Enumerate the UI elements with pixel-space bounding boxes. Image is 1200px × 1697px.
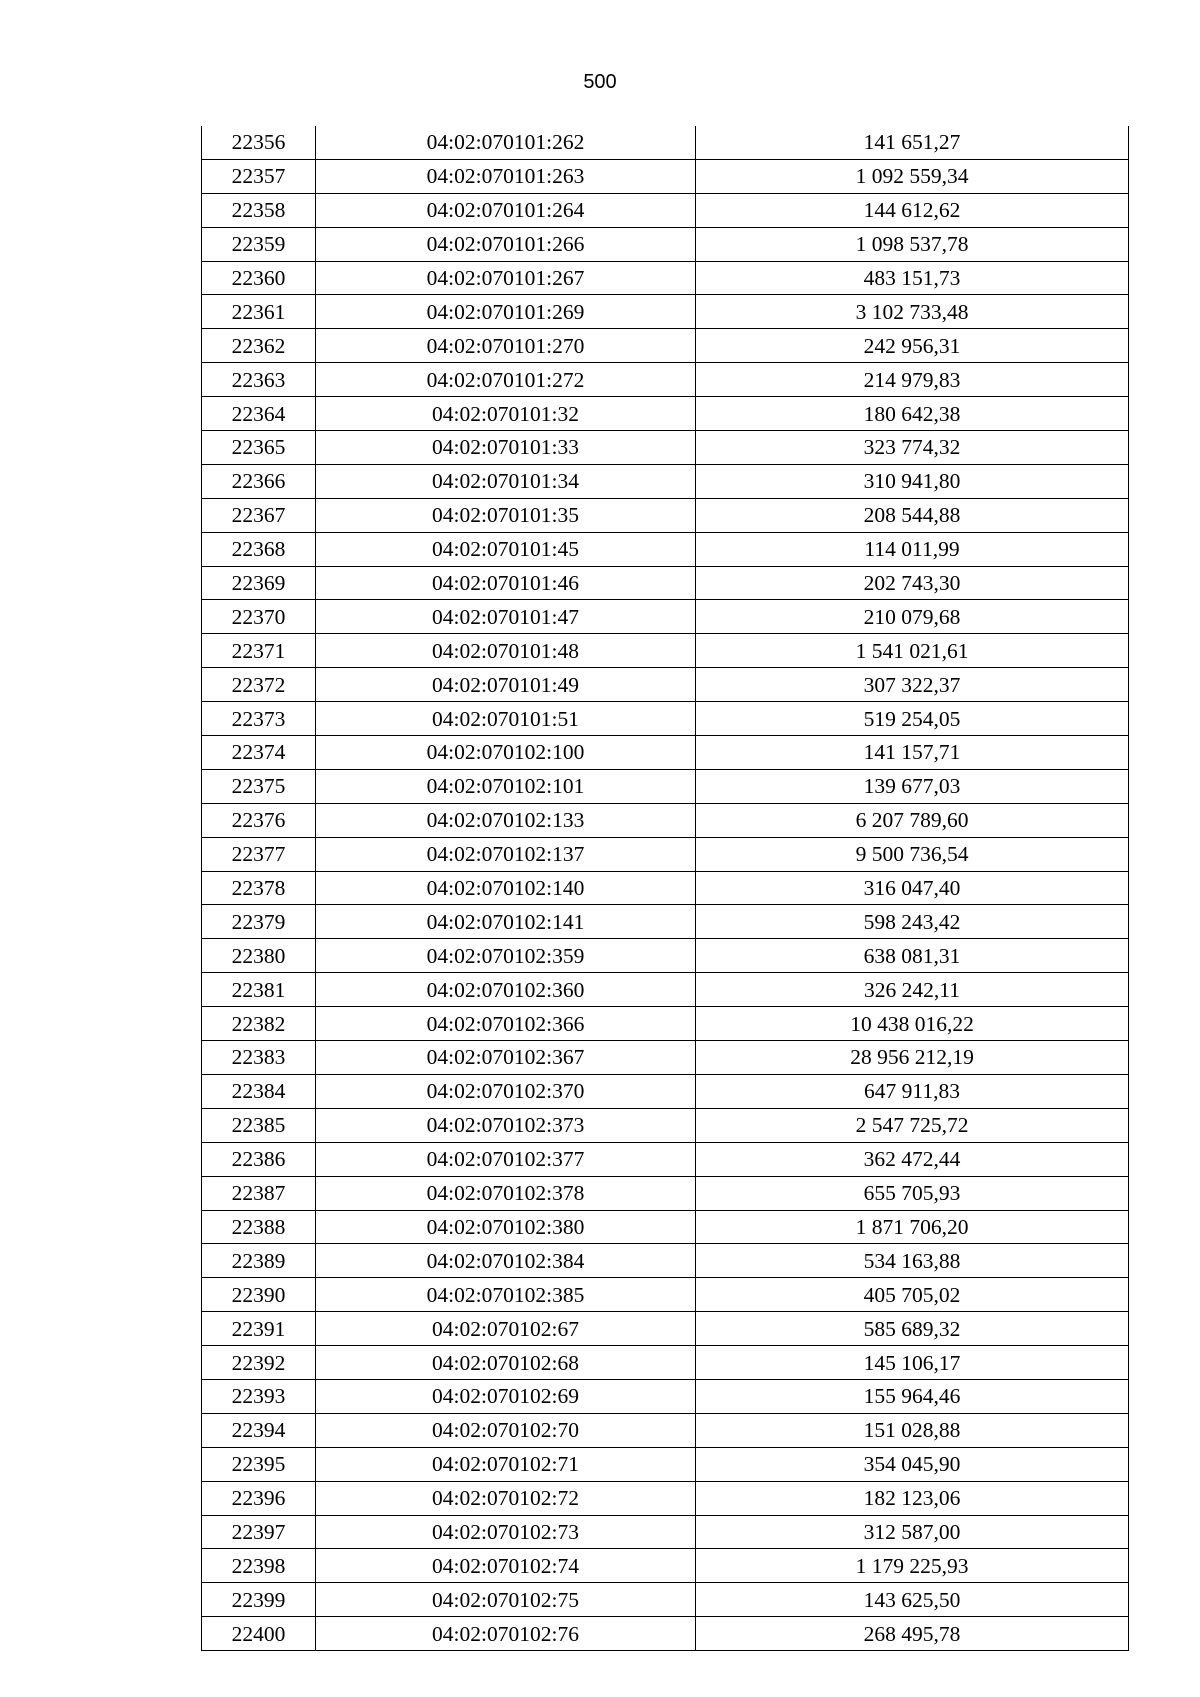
table-row — [202, 634, 1129, 668]
value-cell: 210 079,68 — [696, 600, 1129, 634]
table-row — [202, 1176, 1129, 1210]
table-body — [202, 126, 1129, 1651]
row-number-cell: 22357 — [202, 159, 316, 193]
row-number-cell: 22374 — [202, 736, 316, 770]
value-cell: 519 254,05 — [696, 702, 1129, 736]
row-number-cell: 22360 — [202, 261, 316, 295]
table-row — [202, 736, 1129, 770]
value-cell: 141 157,71 — [696, 736, 1129, 770]
value-cell: 139 677,03 — [696, 769, 1129, 803]
cadastral-number-cell: 04:02:070102:385 — [316, 1278, 696, 1312]
row-number-cell: 22367 — [202, 498, 316, 532]
table-row — [202, 193, 1129, 227]
row-number-cell: 22366 — [202, 464, 316, 498]
table-row — [202, 1413, 1129, 1447]
cadastral-number-cell: 04:02:070101:266 — [316, 227, 696, 261]
table-row — [202, 397, 1129, 431]
value-cell: 208 544,88 — [696, 498, 1129, 532]
cadastral-number-cell: 04:02:070101:35 — [316, 498, 696, 532]
cadastral-number-cell: 04:02:070102:71 — [316, 1447, 696, 1481]
value-cell: 585 689,32 — [696, 1312, 1129, 1346]
cadastral-number-cell: 04:02:070101:47 — [316, 600, 696, 634]
cadastral-number-cell: 04:02:070102:73 — [316, 1515, 696, 1549]
table-row — [202, 803, 1129, 837]
cadastral-number-cell: 04:02:070101:272 — [316, 363, 696, 397]
row-number-cell: 22398 — [202, 1549, 316, 1583]
table-row — [202, 1007, 1129, 1041]
table-row — [202, 600, 1129, 634]
value-cell: 638 081,31 — [696, 939, 1129, 973]
value-cell: 655 705,93 — [696, 1176, 1129, 1210]
value-cell: 1 179 225,93 — [696, 1549, 1129, 1583]
table-row — [202, 905, 1129, 939]
table-row — [202, 1379, 1129, 1413]
row-number-cell: 22391 — [202, 1312, 316, 1346]
table-row — [202, 837, 1129, 871]
row-number-cell: 22396 — [202, 1481, 316, 1515]
value-cell: 1 871 706,20 — [696, 1210, 1129, 1244]
cadastral-number-cell: 04:02:070102:370 — [316, 1074, 696, 1108]
value-cell: 326 242,11 — [696, 973, 1129, 1007]
row-number-cell: 22387 — [202, 1176, 316, 1210]
value-cell: 9 500 736,54 — [696, 837, 1129, 871]
row-number-cell: 22378 — [202, 871, 316, 905]
table-row — [202, 159, 1129, 193]
table-row — [202, 1142, 1129, 1176]
cadastral-number-cell: 04:02:070101:51 — [316, 702, 696, 736]
cadastral-number-cell: 04:02:070102:359 — [316, 939, 696, 973]
value-cell: 405 705,02 — [696, 1278, 1129, 1312]
table-row — [202, 431, 1129, 465]
value-cell: 312 587,00 — [696, 1515, 1129, 1549]
table-row — [202, 329, 1129, 363]
cadastral-number-cell: 04:02:070102:69 — [316, 1379, 696, 1413]
table-row — [202, 1108, 1129, 1142]
value-cell: 323 774,32 — [696, 431, 1129, 465]
cadastral-number-cell: 04:02:070102:378 — [316, 1176, 696, 1210]
row-number-cell: 22394 — [202, 1413, 316, 1447]
cadastral-number-cell: 04:02:070102:101 — [316, 769, 696, 803]
row-number-cell: 22381 — [202, 973, 316, 1007]
table-row — [202, 464, 1129, 498]
row-number-cell: 22397 — [202, 1515, 316, 1549]
row-number-cell: 22384 — [202, 1074, 316, 1108]
table-row — [202, 1515, 1129, 1549]
cadastral-number-cell: 04:02:070102:75 — [316, 1583, 696, 1617]
value-cell: 143 625,50 — [696, 1583, 1129, 1617]
cadastral-number-cell: 04:02:070102:141 — [316, 905, 696, 939]
row-number-cell: 22376 — [202, 803, 316, 837]
data-table-container — [201, 126, 1128, 1651]
value-cell: 1 098 537,78 — [696, 227, 1129, 261]
cadastral-number-cell: 04:02:070102:366 — [316, 1007, 696, 1041]
value-cell: 310 941,80 — [696, 464, 1129, 498]
table-row — [202, 227, 1129, 261]
cadastral-number-cell: 04:02:070101:32 — [316, 397, 696, 431]
row-number-cell: 22369 — [202, 566, 316, 600]
value-cell: 307 322,37 — [696, 668, 1129, 702]
cadastral-number-cell: 04:02:070101:45 — [316, 532, 696, 566]
cadastral-number-cell: 04:02:070101:262 — [316, 126, 696, 159]
value-cell: 1 092 559,34 — [696, 159, 1129, 193]
value-cell: 268 495,78 — [696, 1617, 1129, 1651]
value-cell: 534 163,88 — [696, 1244, 1129, 1278]
row-number-cell: 22389 — [202, 1244, 316, 1278]
table-row — [202, 1583, 1129, 1617]
row-number-cell: 22362 — [202, 329, 316, 363]
row-number-cell: 22388 — [202, 1210, 316, 1244]
value-cell: 141 651,27 — [696, 126, 1129, 159]
cadastral-number-cell: 04:02:070102:380 — [316, 1210, 696, 1244]
row-number-cell: 22392 — [202, 1346, 316, 1380]
row-number-cell: 22358 — [202, 193, 316, 227]
row-number-cell: 22372 — [202, 668, 316, 702]
cadastral-number-cell: 04:02:070101:269 — [316, 295, 696, 329]
cadastral-number-cell: 04:02:070102:72 — [316, 1481, 696, 1515]
cadastral-number-cell: 04:02:070102:67 — [316, 1312, 696, 1346]
table-row — [202, 1074, 1129, 1108]
cadastral-number-cell: 04:02:070102:377 — [316, 1142, 696, 1176]
value-cell: 144 612,62 — [696, 193, 1129, 227]
cadastral-number-cell: 04:02:070102:373 — [316, 1108, 696, 1142]
value-cell: 155 964,46 — [696, 1379, 1129, 1413]
row-number-cell: 22380 — [202, 939, 316, 973]
value-cell: 214 979,83 — [696, 363, 1129, 397]
row-number-cell: 22395 — [202, 1447, 316, 1481]
table-row — [202, 1447, 1129, 1481]
cadastral-number-cell: 04:02:070102:74 — [316, 1549, 696, 1583]
table-row — [202, 1617, 1129, 1651]
value-cell: 1 541 021,61 — [696, 634, 1129, 668]
table-row — [202, 973, 1129, 1007]
value-cell: 28 956 212,19 — [696, 1041, 1129, 1075]
row-number-cell: 22363 — [202, 363, 316, 397]
row-number-cell: 22356 — [202, 126, 316, 159]
cadastral-number-cell: 04:02:070102:140 — [316, 871, 696, 905]
value-cell: 598 243,42 — [696, 905, 1129, 939]
table-row — [202, 566, 1129, 600]
table-row — [202, 871, 1129, 905]
cadastral-number-cell: 04:02:070101:33 — [316, 431, 696, 465]
row-number-cell: 22365 — [202, 431, 316, 465]
table-row — [202, 1312, 1129, 1346]
value-cell: 362 472,44 — [696, 1142, 1129, 1176]
table-row — [202, 1278, 1129, 1312]
value-cell: 180 642,38 — [696, 397, 1129, 431]
table-row — [202, 498, 1129, 532]
cadastral-number-cell: 04:02:070101:264 — [316, 193, 696, 227]
table-row — [202, 295, 1129, 329]
value-cell: 242 956,31 — [696, 329, 1129, 363]
row-number-cell: 22382 — [202, 1007, 316, 1041]
row-number-cell: 22364 — [202, 397, 316, 431]
value-cell: 6 207 789,60 — [696, 803, 1129, 837]
row-number-cell: 22386 — [202, 1142, 316, 1176]
table-row — [202, 939, 1129, 973]
row-number-cell: 22371 — [202, 634, 316, 668]
value-cell: 316 047,40 — [696, 871, 1129, 905]
cadastral-number-cell: 04:02:070102:76 — [316, 1617, 696, 1651]
row-number-cell: 22390 — [202, 1278, 316, 1312]
value-cell: 354 045,90 — [696, 1447, 1129, 1481]
table-row — [202, 769, 1129, 803]
table-row — [202, 363, 1129, 397]
cadastral-number-cell: 04:02:070102:133 — [316, 803, 696, 837]
row-number-cell: 22370 — [202, 600, 316, 634]
row-number-cell: 22399 — [202, 1583, 316, 1617]
table-row — [202, 702, 1129, 736]
cadastral-number-cell: 04:02:070102:360 — [316, 973, 696, 1007]
value-cell: 483 151,73 — [696, 261, 1129, 295]
value-cell: 151 028,88 — [696, 1413, 1129, 1447]
value-cell: 114 011,99 — [696, 532, 1129, 566]
cadastral-number-cell: 04:02:070102:367 — [316, 1041, 696, 1075]
row-number-cell: 22400 — [202, 1617, 316, 1651]
table-row — [202, 1041, 1129, 1075]
table-row — [202, 261, 1129, 295]
row-number-cell: 22375 — [202, 769, 316, 803]
cadastral-number-cell: 04:02:070101:34 — [316, 464, 696, 498]
cadastral-number-cell: 04:02:070102:384 — [316, 1244, 696, 1278]
table-row — [202, 1210, 1129, 1244]
value-cell: 647 911,83 — [696, 1074, 1129, 1108]
cadastral-number-cell: 04:02:070101:263 — [316, 159, 696, 193]
row-number-cell: 22383 — [202, 1041, 316, 1075]
row-number-cell: 22379 — [202, 905, 316, 939]
row-number-cell: 22385 — [202, 1108, 316, 1142]
row-number-cell: 22377 — [202, 837, 316, 871]
value-cell: 202 743,30 — [696, 566, 1129, 600]
value-cell: 2 547 725,72 — [696, 1108, 1129, 1142]
page-number: 500 — [583, 71, 617, 93]
cadastral-number-cell: 04:02:070101:270 — [316, 329, 696, 363]
table-row — [202, 1481, 1129, 1515]
value-cell: 10 438 016,22 — [696, 1007, 1129, 1041]
cadastral-number-cell: 04:02:070101:46 — [316, 566, 696, 600]
table-row — [202, 1549, 1129, 1583]
cadastral-number-cell: 04:02:070102:68 — [316, 1346, 696, 1380]
row-number-cell: 22359 — [202, 227, 316, 261]
table-row — [202, 532, 1129, 566]
table-row — [202, 126, 1129, 159]
value-cell: 3 102 733,48 — [696, 295, 1129, 329]
cadastral-number-cell: 04:02:070101:48 — [316, 634, 696, 668]
table-row — [202, 1244, 1129, 1278]
table-row — [202, 1346, 1129, 1380]
cadastral-number-cell: 04:02:070102:70 — [316, 1413, 696, 1447]
value-cell: 182 123,06 — [696, 1481, 1129, 1515]
cadastral-number-cell: 04:02:070101:267 — [316, 261, 696, 295]
cadastral-number-cell: 04:02:070102:100 — [316, 736, 696, 770]
row-number-cell: 22368 — [202, 532, 316, 566]
cadastral-number-cell: 04:02:070101:49 — [316, 668, 696, 702]
table-row — [202, 668, 1129, 702]
row-number-cell: 22361 — [202, 295, 316, 329]
row-number-cell: 22373 — [202, 702, 316, 736]
data-table — [201, 126, 1129, 1651]
cadastral-number-cell: 04:02:070102:137 — [316, 837, 696, 871]
row-number-cell: 22393 — [202, 1379, 316, 1413]
value-cell: 145 106,17 — [696, 1346, 1129, 1380]
